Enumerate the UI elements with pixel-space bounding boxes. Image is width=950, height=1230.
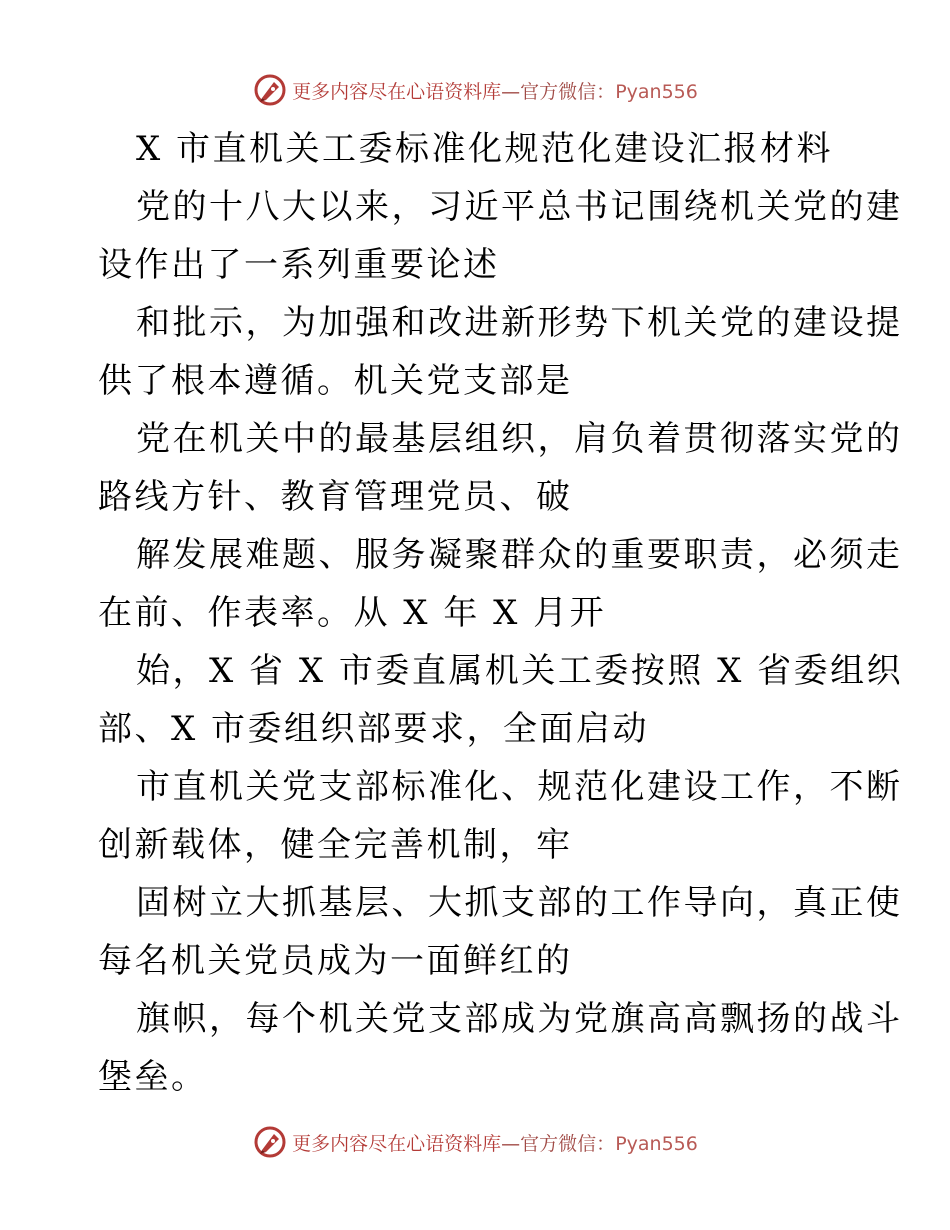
document-line: 在前、作表率。从 X 年 X 月开 bbox=[98, 593, 607, 633]
document-line: 旗帜，每个机关党支部成为党旗高高飘扬的战斗 bbox=[136, 999, 903, 1039]
document-line: 市直机关党支部标准化、规范化建设工作，不断 bbox=[136, 767, 903, 807]
document-line: 始，X 省 X 市委直属机关工委按照 X 省委组织 bbox=[136, 651, 904, 691]
document-line: 和批示，为加强和改进新形势下机关党的建设提 bbox=[136, 303, 903, 343]
pen-nib-logo-icon bbox=[252, 72, 288, 108]
footer-banner-wechat-id: Pyan556 bbox=[615, 1132, 698, 1155]
footer-banner-label: 官方微信： bbox=[520, 1132, 616, 1155]
document-line: 堡垒。 bbox=[98, 1057, 208, 1097]
document-line: 党在机关中的最基层组织，肩负着贯彻落实党的 bbox=[136, 419, 903, 459]
document-line: 路线方针、教育管理党员、破 bbox=[98, 477, 573, 517]
header-banner-label: 官方微信： bbox=[520, 80, 616, 103]
document-line: X 市直机关工委标准化规范化建设汇报材料 bbox=[136, 129, 834, 169]
header-banner bbox=[0, 70, 950, 110]
header-banner-text bbox=[292, 77, 698, 104]
document-line: 解发展难题、服务凝聚群众的重要职责，必须走 bbox=[136, 535, 903, 575]
header-banner-separator: — bbox=[501, 80, 521, 103]
footer-banner-text bbox=[292, 1129, 698, 1156]
document-line: 党的十八大以来，习近平总书记围绕机关党的建 bbox=[136, 187, 903, 227]
pen-nib-logo-icon bbox=[252, 1124, 288, 1160]
document-line: 创新载体，健全完善机制，牢 bbox=[98, 825, 573, 865]
footer-banner bbox=[0, 1122, 950, 1162]
header-banner-wechat-id: Pyan556 bbox=[615, 80, 698, 103]
footer-banner-separator: — bbox=[501, 1132, 521, 1155]
header-banner-main: 更多内容尽在心语资料库 bbox=[292, 80, 502, 103]
footer-banner-main: 更多内容尽在心语资料库 bbox=[292, 1132, 502, 1155]
document-line: 部、X 市委组织部要求，全面启动 bbox=[98, 709, 650, 749]
document-line: 设作出了一系列重要论述 bbox=[98, 245, 500, 285]
document-line: 固树立大抓基层、大抓支部的工作导向，真正使 bbox=[136, 883, 903, 923]
document-line: 每名机关党员成为一面鲜红的 bbox=[98, 941, 573, 981]
document-body bbox=[98, 120, 904, 1106]
document-line: 供了根本遵循。机关党支部是 bbox=[98, 361, 573, 401]
